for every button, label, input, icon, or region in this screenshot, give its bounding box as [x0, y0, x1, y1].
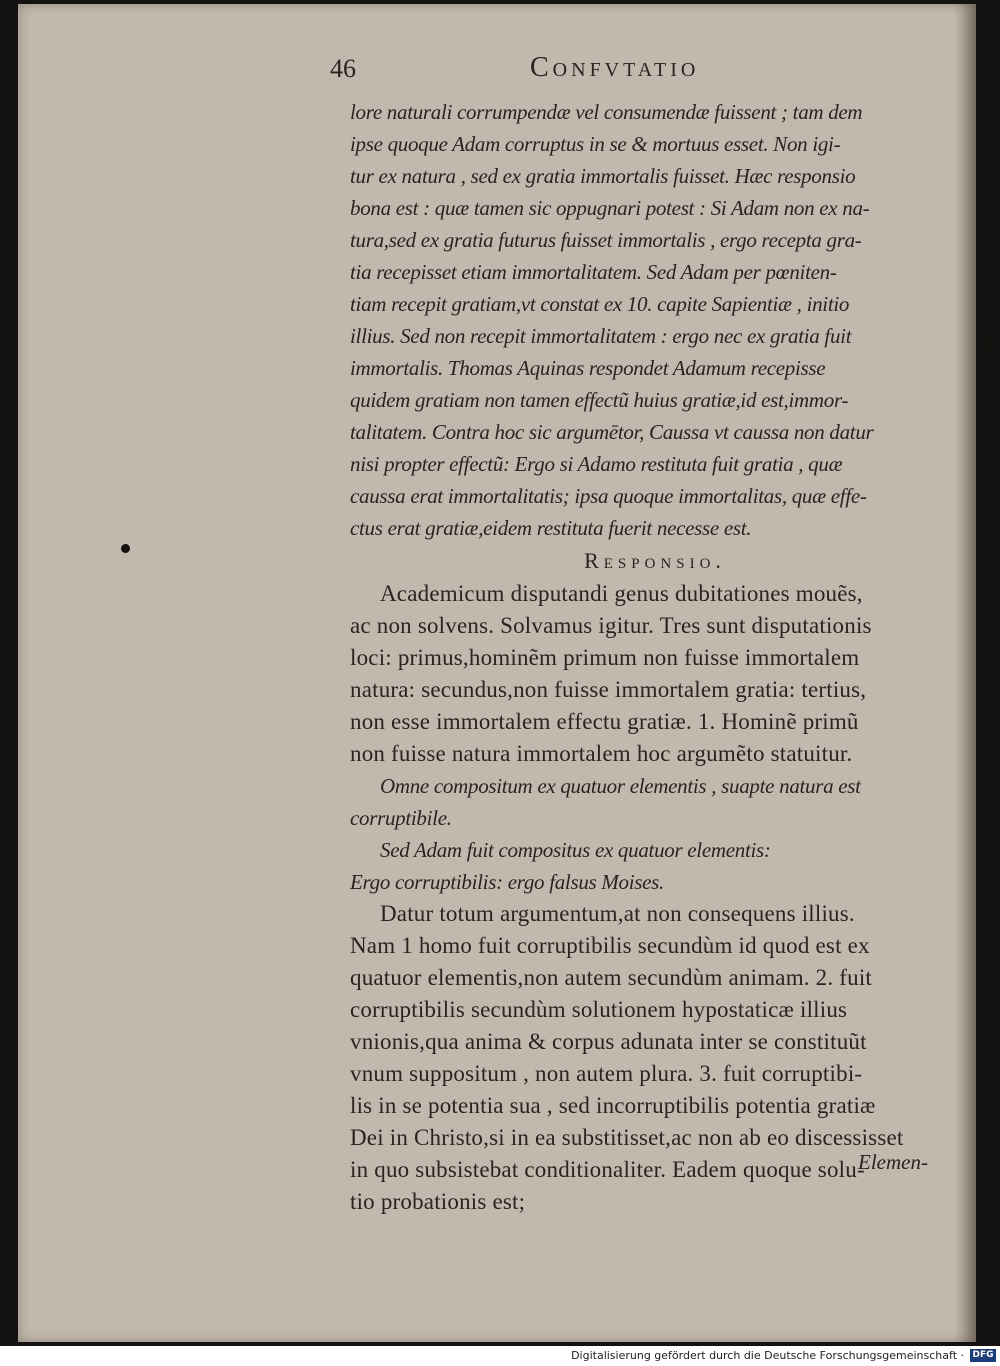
syllogism-line: corruptibile.	[350, 806, 452, 830]
text-line: illius. Sed non recepit immortalitatem : ergo nec ex gratia fuit	[350, 324, 852, 348]
text-line: non esse immortalem effectu gratiæ. 1. Hominẽ primũ	[350, 709, 859, 734]
text-line: Nam 1 homo fuit corruptibilis secundùm id quod est ex	[350, 933, 870, 958]
text-line: in quo subsistebat conditionaliter. Eadem quoque solu-	[350, 1157, 865, 1182]
text-line: talitatem. Contra hoc sic argumētor, Caussa vt caussa non datur	[350, 420, 874, 444]
footer-credit: Digitalisierung gefördert durch die Deutsche Forschungsgemeinschaft ·	[571, 1349, 964, 1362]
footer-bar	[0, 1346, 1000, 1366]
text-line: ctus erat gratiæ,eidem restituta fuerit necesse est.	[350, 516, 752, 540]
text-line: tio probationis est;	[350, 1189, 526, 1214]
text-line: tur ex natura , sed ex gratia immortalis fuisset. Hæc responsio	[350, 164, 856, 188]
text-line: Dei in Christo,si in ea substitisset,ac non ab eo discessisset	[350, 1125, 904, 1150]
text-line: natura: secundus,non fuisse immortalem gratia: tertius,	[350, 677, 867, 702]
text-line: caussa erat immortalitatis; ipsa quoque immortalitas, quæ effe-	[350, 484, 867, 508]
text-line: corruptibilis secundùm solutionem hypostaticæ illius	[350, 997, 848, 1022]
text-line: tura,sed ex gratia futurus fuisset immortalis , ergo recepta gra-	[350, 228, 862, 252]
ink-spot-right	[986, 340, 992, 348]
text-line: nisi propter effectũ: Ergo si Adamo restituta fuit gratia , quæ	[350, 452, 843, 476]
syllogism-line: Omne compositum ex quatuor elementis , suapte natura est	[380, 774, 861, 798]
text-line: loci: primus,hominẽm primum non fuisse immortalem	[350, 645, 860, 670]
text-line: immortalis. Thomas Aquinas respondet Adamum recepisse	[350, 356, 826, 380]
text-line: tia recepisset etiam immortalitatem. Sed Adam per pœniten-	[350, 260, 837, 284]
text-line: bona est : quæ tamen sic oppugnari potest : Si Adam non ex na-	[350, 196, 870, 220]
text-line: lore naturali corrumpendæ vel consumendæ fuissent ; tam dem	[350, 100, 863, 124]
text-line: ipse quoque Adam corruptus in se & mortuus esset. Non igi-	[350, 132, 841, 156]
text-line: tiam recepit gratiam,vt constat ex 10. capite Sapientiæ , initio	[350, 292, 850, 316]
dfg-logo: DFG	[970, 1349, 996, 1362]
text-line: Datur totum argumentum,at non consequens illius.	[380, 901, 855, 926]
syllogism-line: Sed Adam fuit compositus ex quatuor elementis:	[380, 838, 771, 862]
page-header	[330, 52, 800, 92]
text-line: Academicum disputandi genus dubitationes mouẽs,	[380, 581, 863, 606]
text-line: lis in se potentia sua , sed incorruptibilis potentia gratiæ	[350, 1093, 876, 1118]
text-line: ac non solvens. Solvamus igitur. Tres sunt disputationis	[350, 613, 872, 638]
text-line: vnionis,qua anima & corpus adunata inter se constituũt	[350, 1029, 867, 1054]
running-title: Confvtatio	[530, 52, 700, 83]
section-heading: Responsio.	[584, 548, 726, 573]
text-line: quatuor elementis,non autem secundùm animam. 2. fuit	[350, 965, 873, 990]
ink-spot-left	[121, 544, 130, 553]
page-number: 46	[330, 54, 356, 83]
syllogism-line: Ergo corruptibilis: ergo falsus Moises.	[350, 870, 664, 894]
catchword: Elemen-	[858, 1150, 928, 1174]
text-line: non fuisse natura immortalem hoc argumẽto statuitur.	[350, 741, 853, 766]
text-line: vnum suppositum , non autem plura. 3. fuit corruptibi-	[350, 1061, 863, 1086]
text-line: quidem gratiam non tamen effectũ huius gratiæ,id est,immor-	[350, 388, 849, 412]
main-text	[350, 96, 960, 1218]
